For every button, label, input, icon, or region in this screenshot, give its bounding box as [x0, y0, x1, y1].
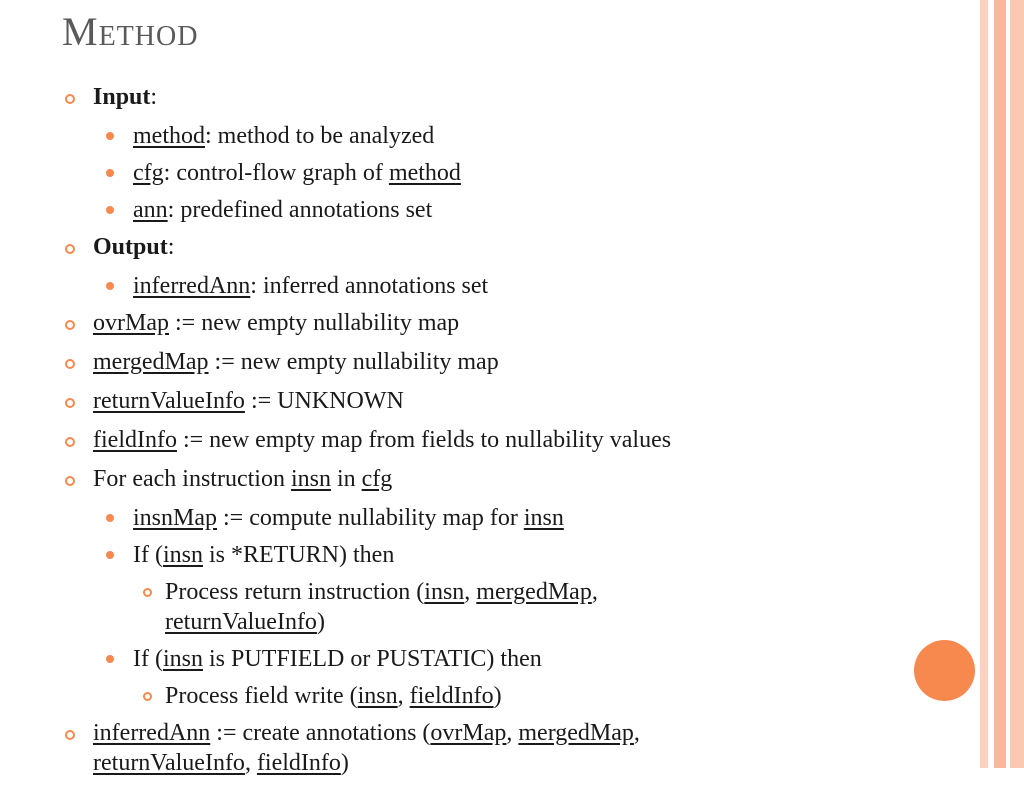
assignment	[62, 425, 942, 455]
assignment-text: := UNKNOWN	[244, 388, 404, 414]
ring-bullet-icon	[65, 94, 75, 104]
var-name: fieldInfo	[409, 683, 494, 709]
separator: ,	[397, 683, 410, 709]
param-ref: method	[388, 160, 461, 186]
param-desc: : inferred annotations set	[250, 273, 489, 299]
var-name: returnValueInfo	[165, 609, 317, 635]
loop-prefix: For each instruction	[93, 466, 291, 492]
var-name: returnValueInfo	[93, 388, 245, 414]
list-item	[62, 681, 942, 711]
action-close: )	[316, 609, 325, 635]
input-label: Input	[93, 84, 151, 110]
assignment-text: := new empty nullability map	[208, 349, 499, 375]
var-name: inferredAnn	[93, 720, 211, 746]
var-name: insn	[162, 542, 203, 568]
ring-bullet-icon	[65, 476, 75, 486]
var-name: cfg	[361, 466, 393, 492]
separator: ,	[464, 579, 477, 605]
var-name: mergedMap	[518, 720, 634, 746]
colon: :	[150, 84, 158, 110]
output-label: Output	[93, 234, 168, 260]
assignment-text: := create annotations (	[210, 720, 431, 746]
var-name: insnMap	[133, 505, 217, 531]
if-condition: is PUTFIELD or PUSTATIC) then	[203, 646, 542, 672]
action-text: Process field write (	[165, 683, 358, 709]
var-name: mergedMap	[93, 349, 209, 375]
slide-title: Method	[62, 9, 199, 54]
var-name: insn	[523, 505, 564, 531]
decor-stripe	[1010, 0, 1024, 768]
separator: ,	[244, 750, 257, 776]
list-item	[62, 644, 942, 674]
param-name: ann	[133, 197, 168, 223]
slide-content	[62, 82, 942, 787]
param-desc: : method to be analyzed	[205, 123, 435, 149]
ring-bullet-icon	[143, 588, 152, 597]
dot-bullet-icon	[106, 169, 114, 177]
var-name: insn	[162, 646, 203, 672]
var-name: ovrMap	[93, 310, 169, 336]
dot-bullet-icon	[106, 514, 114, 522]
list-item	[62, 540, 942, 570]
param-desc: : predefined annotations set	[167, 197, 433, 223]
param-name: cfg	[133, 160, 164, 186]
separator: ,	[591, 579, 598, 605]
assignment	[62, 347, 942, 377]
ring-bullet-icon	[65, 437, 75, 447]
ring-bullet-icon	[143, 692, 152, 701]
var-name: insn	[290, 466, 331, 492]
var-name: returnValueInfo	[93, 750, 245, 776]
ring-bullet-icon	[65, 398, 75, 408]
param-desc: : control-flow graph of	[163, 160, 389, 186]
assignment-text: := new empty map from fields to nullability values	[176, 427, 672, 453]
ring-bullet-icon	[65, 359, 75, 369]
list-item	[62, 271, 942, 301]
param-name: inferredAnn	[133, 273, 251, 299]
dot-bullet-icon	[106, 655, 114, 663]
ring-bullet-icon	[65, 320, 75, 330]
separator: ,	[506, 720, 519, 746]
action-close: )	[340, 750, 349, 776]
decor-stripe	[980, 0, 988, 768]
ring-bullet-icon	[65, 244, 75, 254]
list-item	[62, 503, 942, 533]
action-close: )	[493, 683, 502, 709]
input-heading	[62, 82, 942, 112]
assignment-text: := new empty nullability map	[168, 310, 460, 336]
loop-header	[62, 464, 942, 494]
assignment	[62, 386, 942, 416]
ring-bullet-icon	[65, 730, 75, 740]
colon: :	[167, 234, 175, 260]
var-name: ovrMap	[430, 720, 507, 746]
list-item	[62, 121, 942, 151]
dot-bullet-icon	[106, 206, 114, 214]
dot-bullet-icon	[106, 132, 114, 140]
decor-stripe	[994, 0, 1006, 768]
list-item	[62, 158, 942, 188]
separator: ,	[633, 720, 640, 746]
assignment	[62, 308, 942, 338]
dot-bullet-icon	[106, 282, 114, 290]
loop-mid: in	[330, 466, 362, 492]
var-name: insn	[424, 579, 465, 605]
list-item	[62, 577, 942, 637]
var-name: insn	[357, 683, 398, 709]
final-assignment	[62, 718, 942, 778]
if-prefix: If (	[133, 542, 163, 568]
if-condition: is *RETURN) then	[203, 542, 395, 568]
dot-bullet-icon	[106, 551, 114, 559]
param-name: method	[133, 123, 205, 149]
var-name: fieldInfo	[256, 750, 341, 776]
action-text: Process return instruction (	[165, 579, 425, 605]
var-name: mergedMap	[476, 579, 592, 605]
list-item	[62, 195, 942, 225]
var-name: fieldInfo	[93, 427, 177, 453]
output-heading	[62, 232, 942, 262]
assignment-text: := compute nullability map for	[217, 505, 524, 531]
if-prefix: If (	[133, 646, 163, 672]
